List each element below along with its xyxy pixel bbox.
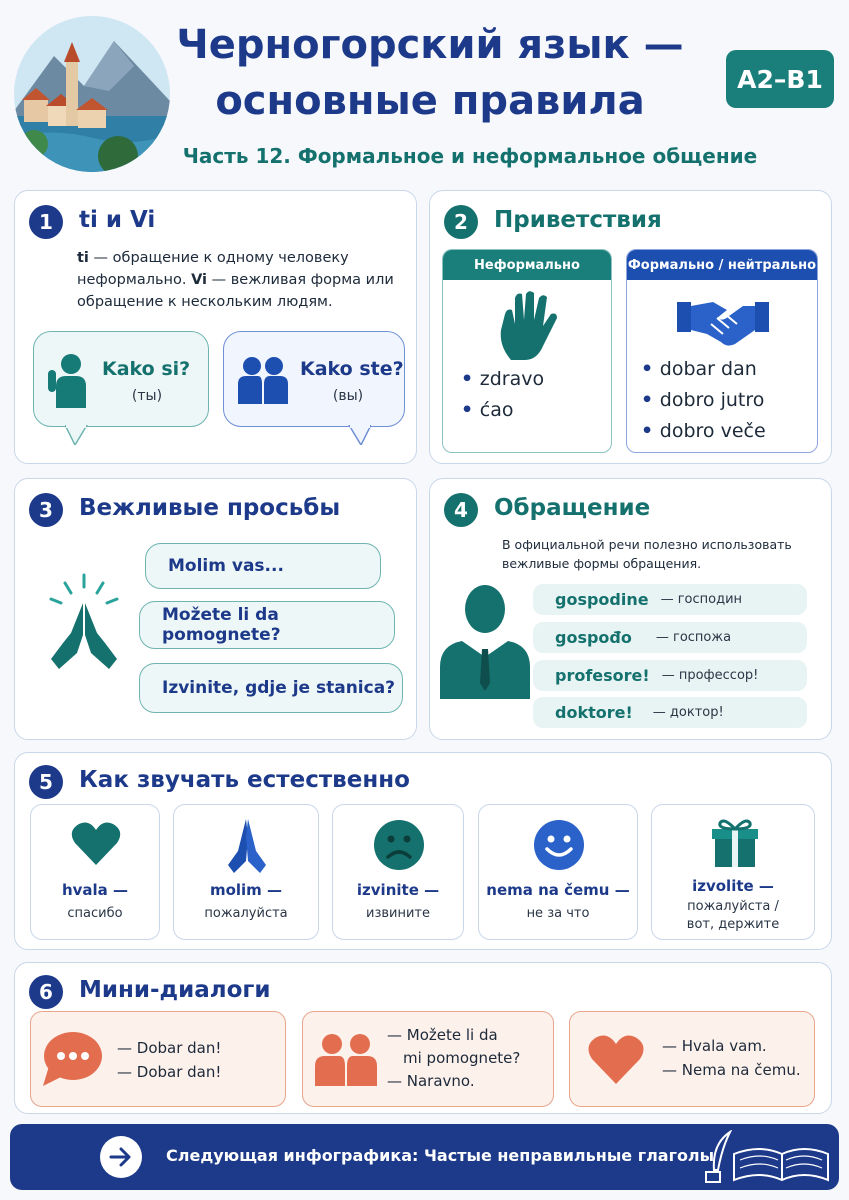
section-title: Обращение bbox=[494, 495, 651, 521]
phrase-translation: извините bbox=[366, 906, 430, 921]
informal-phrase: Kako si? bbox=[102, 358, 191, 380]
address-row bbox=[533, 584, 807, 615]
informal-header: Неформально bbox=[443, 250, 611, 280]
bubble-tail bbox=[345, 425, 371, 445]
person-icon bbox=[48, 352, 90, 408]
phrase-tile bbox=[651, 804, 815, 940]
speech-bubble-icon bbox=[41, 1030, 103, 1088]
informal-bubble bbox=[33, 331, 209, 427]
section-title: Приветствия bbox=[494, 207, 662, 233]
address-word: profesore! bbox=[555, 666, 650, 685]
page-title-line1: Черногорский язык — bbox=[176, 22, 684, 68]
phrase-word: izvinite — bbox=[356, 881, 440, 899]
formal-header: Формально / нейтрально bbox=[627, 250, 817, 280]
book-quill-icon bbox=[700, 1130, 830, 1186]
phrase-tile bbox=[30, 804, 160, 940]
desc-part2: — вежливая форма или обращение к нескольким людям. bbox=[77, 272, 394, 310]
bubble-tail bbox=[65, 425, 91, 445]
section-number: 3 bbox=[29, 493, 63, 527]
formal-greetings-list bbox=[641, 354, 766, 447]
informal-greetings-panel bbox=[442, 249, 612, 453]
dialog-lines bbox=[117, 1036, 221, 1084]
dialog-card bbox=[302, 1011, 554, 1107]
sad-face-icon bbox=[373, 819, 425, 871]
phrase-translation: спасибо bbox=[67, 906, 123, 921]
praying-hands-icon bbox=[41, 573, 127, 673]
informal-greetings-list bbox=[461, 364, 544, 426]
footer-text: Следующая инфографика: Частые неправильные глаголы bbox=[166, 1146, 715, 1165]
address-translation: — госпожа bbox=[655, 630, 732, 645]
phrase-word: molim — bbox=[209, 881, 283, 899]
section-description bbox=[77, 247, 397, 313]
footer-banner[interactable] bbox=[10, 1124, 839, 1190]
dialog-line: — Možete li da bbox=[387, 1026, 498, 1044]
heart-icon bbox=[71, 821, 121, 867]
formal-greetings-panel bbox=[626, 249, 818, 453]
phrase-tile bbox=[478, 804, 638, 940]
page-subtitle: Часть 12. Формальное и неформальное общение bbox=[182, 144, 758, 168]
arrow-right-glyph bbox=[109, 1147, 133, 1167]
dialog-line: — Naravno. bbox=[387, 1072, 475, 1090]
section-greetings bbox=[429, 190, 832, 464]
phrase-translation-line1: пожалуйста / bbox=[687, 899, 779, 914]
address-translation: — господин bbox=[660, 592, 743, 607]
phrase-word: nema na čemu — bbox=[486, 881, 630, 899]
praying-hands-icon bbox=[220, 817, 274, 875]
businessman-icon bbox=[440, 583, 530, 699]
level-badge: A2–B1 bbox=[726, 50, 834, 108]
phrase-tile bbox=[332, 804, 464, 940]
list-item: • dobro jutro bbox=[641, 385, 766, 416]
dialog-line: — Dobar dan! bbox=[117, 1039, 222, 1057]
address-translation: — профессор! bbox=[661, 668, 759, 683]
section-number: 5 bbox=[29, 765, 63, 799]
request-bubble: Molim vas... bbox=[145, 543, 381, 589]
waving-hand-icon bbox=[497, 290, 559, 362]
list-item: • dobar dan bbox=[641, 354, 766, 385]
heart-icon bbox=[588, 1034, 644, 1086]
dialog-card bbox=[30, 1011, 286, 1107]
phrase-translation-line2: вот, держите bbox=[686, 917, 780, 932]
section-title: Вежливые просьбы bbox=[79, 495, 341, 521]
formal-bubble bbox=[223, 331, 405, 427]
dialog-line: — Nema na čemu. bbox=[662, 1061, 801, 1079]
dialog-line: — Dobar dan! bbox=[117, 1063, 222, 1081]
address-translation: — доктор! bbox=[652, 705, 724, 720]
section-title: ti и Vi bbox=[79, 207, 156, 233]
phrase-translation: пожалуйста bbox=[204, 906, 288, 921]
gift-icon bbox=[712, 817, 758, 867]
address-word: gospođo bbox=[555, 628, 632, 647]
dialog-line: mi pomognete? bbox=[403, 1049, 521, 1067]
phrase-word: hvala — bbox=[61, 881, 129, 899]
address-row bbox=[533, 697, 807, 728]
section-number: 4 bbox=[444, 493, 478, 527]
handshake-icon bbox=[677, 292, 769, 348]
request-bubble: Možete li da pomognete? bbox=[139, 601, 395, 649]
dialog-line: — Hvala vam. bbox=[662, 1037, 767, 1055]
dialog-card bbox=[569, 1011, 815, 1107]
address-row bbox=[533, 622, 807, 653]
two-people-icon bbox=[315, 1032, 377, 1086]
arrow-right-icon[interactable] bbox=[100, 1136, 142, 1178]
section-number: 6 bbox=[29, 975, 63, 1009]
dialog-lines bbox=[387, 1024, 520, 1093]
header-illustration bbox=[14, 16, 170, 172]
request-bubble: Izvinite, gdje je stanica? bbox=[139, 663, 403, 713]
smiley-face-icon bbox=[533, 819, 585, 871]
address-word: gospodine bbox=[555, 590, 649, 609]
section-ti-vi bbox=[14, 190, 417, 464]
section-description: В официальной речи полезно использовать вежливые формы обращения. bbox=[502, 537, 792, 571]
list-item: • zdravo bbox=[461, 364, 544, 395]
term-ti: ti bbox=[77, 250, 89, 266]
desc-part1: — обращение к одному человеку неформально. bbox=[77, 250, 349, 288]
phrase-tile bbox=[173, 804, 319, 940]
two-people-icon bbox=[238, 354, 288, 404]
phrase-translation: не за что bbox=[526, 906, 590, 921]
term-vi: Vi bbox=[191, 272, 208, 288]
section-title: Как звучать естественно bbox=[79, 767, 410, 793]
informal-note: (ты) bbox=[131, 388, 163, 404]
list-item: • dobro veče bbox=[641, 416, 766, 447]
section-number: 2 bbox=[444, 205, 478, 239]
section-number: 1 bbox=[29, 205, 63, 239]
section-polite-requests bbox=[14, 478, 417, 740]
montenegro-coast-illustration bbox=[14, 16, 170, 172]
formal-note: (вы) bbox=[332, 388, 364, 404]
formal-phrase: Kako ste? bbox=[300, 358, 404, 380]
phrase-word: izvolite — bbox=[692, 877, 774, 895]
list-item: • ćao bbox=[461, 395, 544, 426]
section-title: Мини-диалоги bbox=[79, 977, 271, 1003]
address-row bbox=[533, 660, 807, 691]
address-word: doktore! bbox=[555, 703, 633, 722]
page-title-line2: основные правила bbox=[215, 78, 645, 124]
dialog-lines bbox=[662, 1034, 801, 1082]
